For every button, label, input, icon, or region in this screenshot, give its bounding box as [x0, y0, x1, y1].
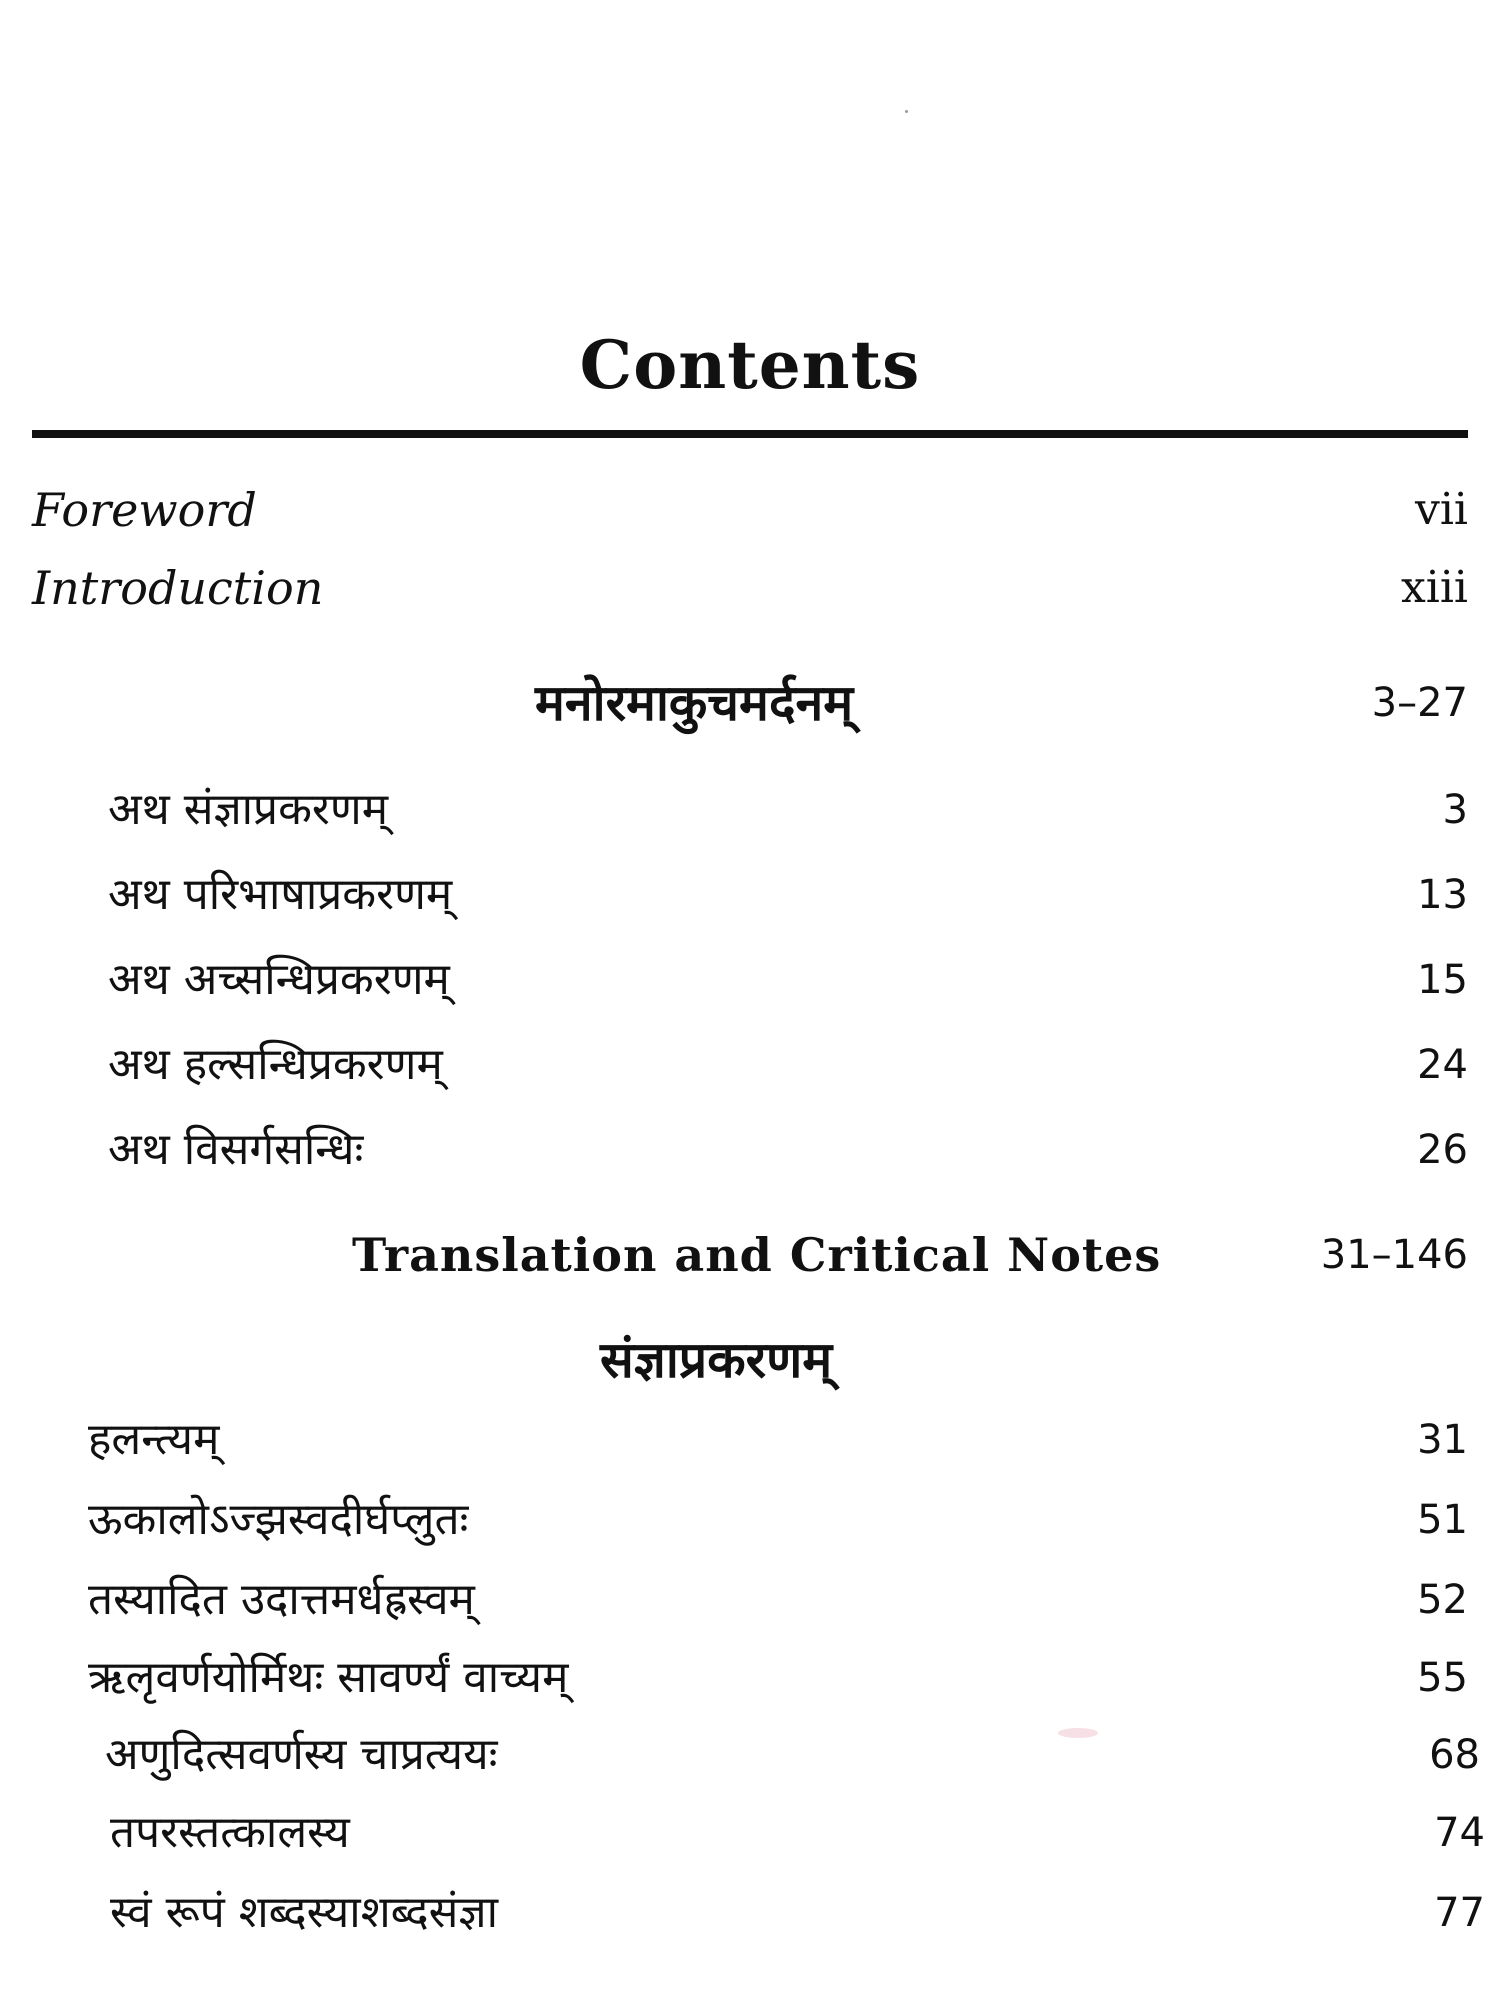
toc-entry	[88, 1643, 1468, 1713]
toc-entry-label: ऊकालोऽज्झस्वदीर्घप्लुतः	[88, 1494, 469, 1545]
toc-entry-foreword	[32, 475, 1468, 545]
toc-entry-label: स्वं रूपं शब्दस्याशब्दसंज्ञा	[110, 1887, 498, 1938]
toc-entry-label: तस्यादित उदात्तमर्धह्रस्वम्	[88, 1574, 475, 1625]
section-subheading: संज्ञाप्रकरणम्	[600, 1331, 833, 1389]
title-rule	[32, 430, 1468, 438]
toc-entry-page: 26	[1417, 1127, 1468, 1173]
print-speck	[905, 110, 908, 113]
toc-entry	[108, 1030, 1468, 1100]
toc-entry	[88, 1485, 1468, 1555]
toc-entry-page: 51	[1417, 1497, 1468, 1543]
toc-entry-label: तपरस्तत्कालस्य	[110, 1807, 350, 1858]
toc-entry-label: अथ संज्ञाप्रकरणम्	[108, 784, 389, 835]
section-heading: Translation and Critical Notes	[352, 1228, 1162, 1282]
toc-entry	[88, 1405, 1468, 1475]
toc-entry-label: अणुदित्सवर्णस्य चाप्रत्ययः	[105, 1729, 498, 1780]
section-page-range: 3–27	[1371, 680, 1468, 726]
toc-entry-label: Foreword	[32, 483, 257, 537]
toc-entry-page: 74	[1434, 1810, 1485, 1856]
toc-entry	[108, 860, 1468, 930]
toc-entry	[108, 775, 1468, 845]
toc-entry-page: 55	[1417, 1655, 1468, 1701]
toc-entry	[108, 1115, 1468, 1185]
toc-entry	[110, 1798, 1485, 1868]
toc-entry-page: 24	[1417, 1042, 1468, 1088]
toc-entry-label: अथ विसर्गसन्धिः	[108, 1124, 364, 1175]
toc-entry-label: अथ परिभाषाप्रकरणम्	[108, 869, 453, 920]
toc-entry-page: 13	[1417, 872, 1468, 918]
toc-entry-label: हलन्त्यम्	[88, 1414, 220, 1465]
toc-entry-label: ऋलृवर्णयोर्मिथः सावर्ण्यं वाच्यम्	[88, 1652, 569, 1703]
page-title: Contents	[579, 326, 921, 404]
toc-entry-label: अथ हल्सन्धिप्रकरणम्	[108, 1039, 443, 1090]
toc-entry	[110, 1878, 1485, 1948]
toc-entry-page: 3	[1442, 787, 1468, 833]
toc-entry-page: 68	[1429, 1732, 1480, 1778]
toc-entry-page: 77	[1434, 1890, 1485, 1936]
toc-entry-page: 15	[1417, 957, 1468, 1003]
toc-entry-label: अथ अच्सन्धिप्रकरणम्	[108, 954, 450, 1005]
toc-entry	[105, 1720, 1480, 1790]
toc-entry-page: 31	[1417, 1417, 1468, 1463]
toc-entry-page: 52	[1417, 1577, 1468, 1623]
toc-entry-label: Introduction	[32, 561, 324, 615]
toc-entry-introduction	[32, 553, 1468, 623]
section-heading: मनोरमाकुचमर्दनम्	[535, 674, 854, 732]
toc-entry-page: xiii	[1400, 562, 1468, 613]
toc-entry	[88, 1565, 1468, 1635]
toc-entry	[108, 945, 1468, 1015]
toc-entry-page: vii	[1414, 484, 1468, 535]
section-page-range: 31–146	[1320, 1232, 1468, 1278]
